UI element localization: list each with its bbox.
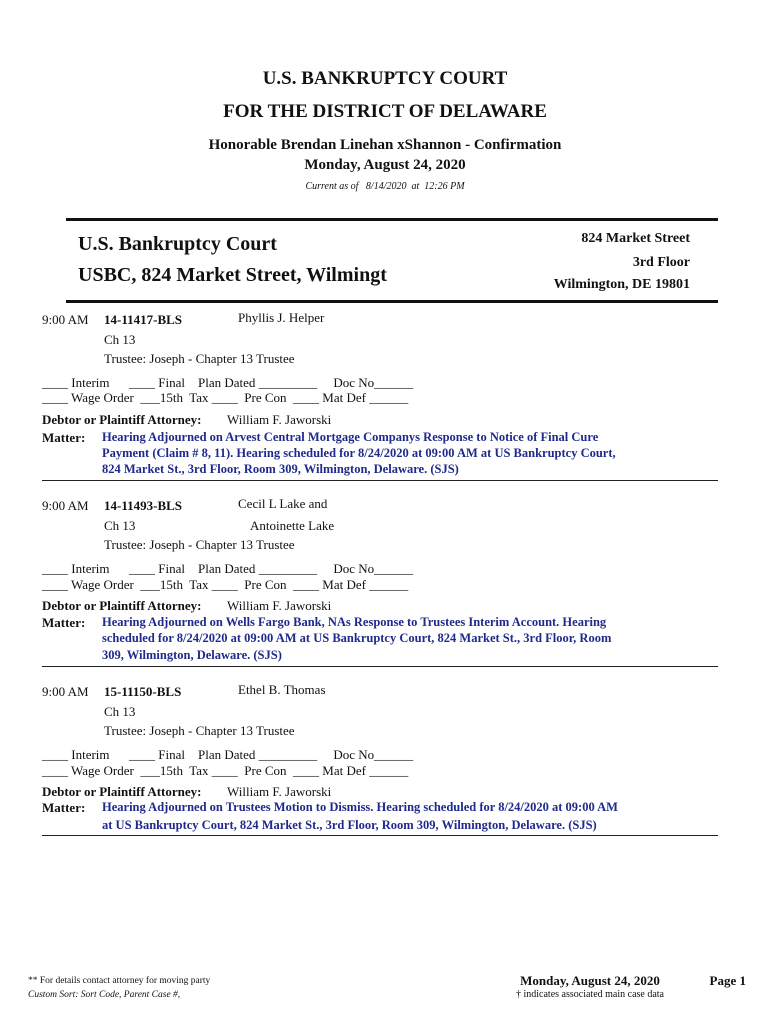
matter-text-line: Hearing Adjourned on Wells Fargo Bank, NAs Response to Trustees Interim Account. Hearing bbox=[102, 615, 607, 629]
attorney-name: William F. Jaworski bbox=[227, 412, 332, 427]
address-line-2: 3rd Floor bbox=[632, 255, 690, 270]
plan-checklist-line-1: ____ Interim ____ Final Plan Dated _________ Doc No______ bbox=[42, 561, 414, 576]
hearing-time: 9:00 AM bbox=[42, 498, 89, 513]
hearing-time: 9:00 AM bbox=[42, 684, 89, 699]
matter-text-line: Hearing Adjourned on Arvest Central Mortgage Companys Response to Notice of Final Cure bbox=[102, 430, 599, 444]
case-number: 14-11417-BLS bbox=[104, 312, 183, 327]
footer-sort-note: Custom Sort: Sort Code, Parent Case #, bbox=[28, 990, 181, 1000]
matter-text-line: 309, Wilmington, Delaware. (SJS) bbox=[102, 648, 282, 662]
party-name: Cecil L Lake and bbox=[238, 496, 328, 511]
judge-line: Honorable Brendan Linehan xShannon - Confirmation bbox=[208, 137, 562, 153]
footer-note: ** For details contact attorney for moving party bbox=[28, 976, 211, 986]
attorney-label: Debtor or Plaintiff Attorney: bbox=[42, 412, 202, 427]
footer-dagger-note: † indicates associated main case data bbox=[516, 989, 664, 1000]
plan-checklist-line-2: ____ Wage Order ___15th Tax ____ Pre Con ____ Mat Def ______ bbox=[42, 763, 409, 778]
matter-label: Matter: bbox=[42, 800, 86, 815]
plan-checklist-line-1: ____ Interim ____ Final Plan Dated _________ Doc No______ bbox=[42, 375, 414, 390]
chapter: Ch 13 bbox=[104, 518, 136, 533]
case-number: 14-11493-BLS bbox=[104, 498, 183, 513]
attorney-name: William F. Jaworski bbox=[227, 598, 332, 613]
matter-label: Matter: bbox=[42, 430, 86, 445]
matter-text-line: Hearing Adjourned on Trustees Motion to Dismiss. Hearing scheduled for 8/24/2020 at 09:00 AM bbox=[102, 800, 618, 814]
hearing-time: 9:00 AM bbox=[42, 312, 89, 327]
matter-text-line: 824 Market St., 3rd Floor, Room 309, Wilmington, Delaware. (SJS) bbox=[102, 462, 459, 476]
attorney-label: Debtor or Plaintiff Attorney: bbox=[42, 784, 202, 799]
case-number: 15-11150-BLS bbox=[104, 684, 182, 699]
attorney-name: William F. Jaworski bbox=[227, 784, 332, 799]
address-line-3: Wilmington, DE 19801 bbox=[553, 277, 690, 292]
party-name: Phyllis J. Helper bbox=[238, 310, 325, 325]
footer-date: Monday, August 24, 2020 bbox=[520, 973, 660, 988]
plan-checklist-line-1: ____ Interim ____ Final Plan Dated _________ Doc No______ bbox=[42, 747, 414, 762]
matter-text-line: scheduled for 8/24/2020 at 09:00 AM at US Bankruptcy Court, 824 Market St., 3rd Floor, Room bbox=[102, 631, 612, 645]
matter-text-line: at US Bankruptcy Court, 824 Market St., 3rd Floor, Room 309, Wilmington, Delaware. (SJS) bbox=[102, 818, 597, 832]
chapter: Ch 13 bbox=[104, 332, 136, 347]
case-divider bbox=[42, 835, 718, 836]
plan-checklist-line-2: ____ Wage Order ___15th Tax ____ Pre Con ____ Mat Def ______ bbox=[42, 390, 409, 405]
venue-name: USBC, 824 Market Street, Wilmingt bbox=[78, 264, 387, 286]
court-title: U.S. BANKRUPTCY COURT bbox=[262, 68, 508, 89]
current-as-of: Current as of 8/14/2020 at 12:26 PM bbox=[305, 181, 465, 192]
attorney-label: Debtor or Plaintiff Attorney: bbox=[42, 598, 202, 613]
court-name: U.S. Bankruptcy Court bbox=[78, 233, 277, 255]
calendar-date: Monday, August 24, 2020 bbox=[304, 157, 466, 173]
trustee: Trustee: Joseph - Chapter 13 Trustee bbox=[104, 351, 295, 366]
party-name-2: Antoinette Lake bbox=[250, 518, 335, 533]
address-line-1: 824 Market Street bbox=[581, 231, 690, 246]
trustee: Trustee: Joseph - Chapter 13 Trustee bbox=[104, 537, 295, 552]
case-divider bbox=[42, 666, 718, 667]
party-name: Ethel B. Thomas bbox=[238, 682, 326, 697]
matter-label: Matter: bbox=[42, 615, 86, 630]
chapter: Ch 13 bbox=[104, 704, 136, 719]
matter-text-line: Payment (Claim # 8, 11). Hearing scheduled for 8/24/2020 at 09:00 AM at US Bankruptcy Court, bbox=[102, 446, 616, 460]
location-top-rule bbox=[66, 218, 718, 221]
location-bottom-rule bbox=[66, 300, 718, 303]
plan-checklist-line-2: ____ Wage Order ___15th Tax ____ Pre Con ____ Mat Def ______ bbox=[42, 577, 409, 592]
district-title: FOR THE DISTRICT OF DELAWARE bbox=[223, 101, 547, 122]
trustee: Trustee: Joseph - Chapter 13 Trustee bbox=[104, 723, 295, 738]
case-divider bbox=[42, 480, 718, 481]
page-number: Page 1 bbox=[709, 973, 746, 988]
